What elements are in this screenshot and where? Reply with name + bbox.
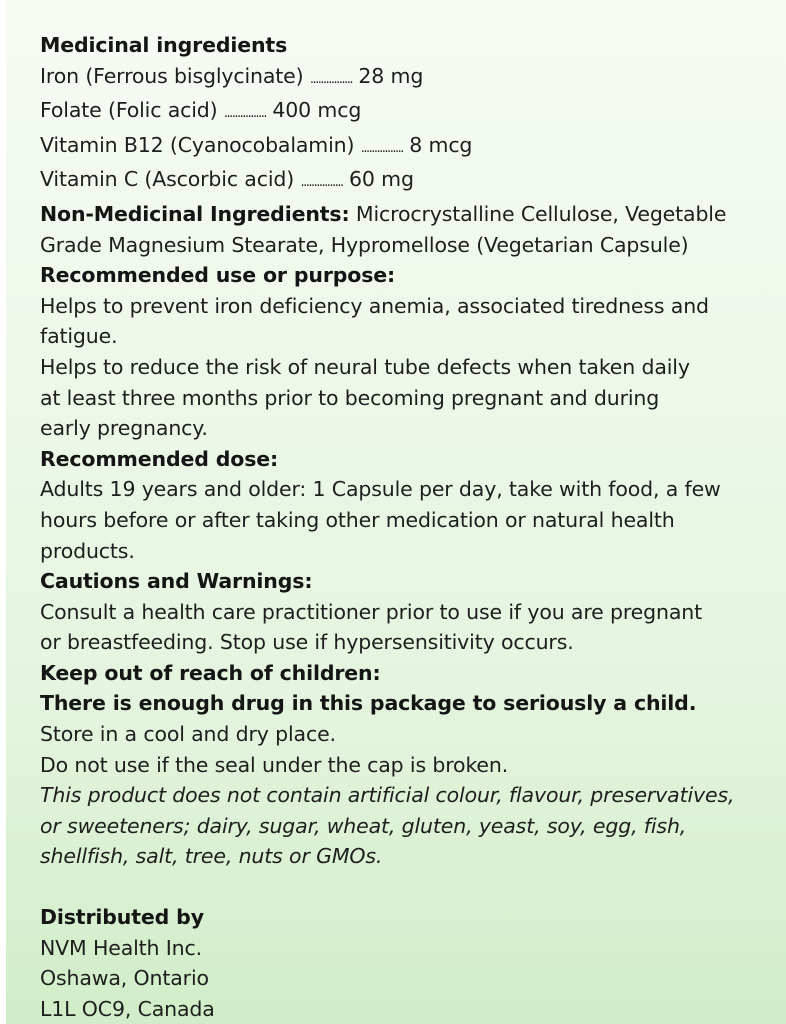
leader-dots: ................ (309, 71, 352, 87)
non-medicinal-heading: Non-Medicinal Ingredients: (40, 201, 350, 226)
ingredient-amount: 400 mcg (272, 98, 362, 123)
use-text: at least three months prior to becoming pregnant and during (40, 385, 660, 410)
leader-dots: ................ (300, 175, 343, 191)
overdose-warning: There is enough drug in this package to seriously a child. (40, 691, 697, 716)
free-from-text: or sweeteners; dairy, sugar, wheat, gluten, yeast, soy, egg, fish, (40, 813, 687, 838)
cautions-text: or breastfeeding. Stop use if hypersensitivity occurs. (40, 630, 574, 655)
ingredient-amount: 60 mg (348, 167, 414, 192)
recommended-dose-heading: Recommended dose: (40, 446, 279, 471)
distributed-by-heading: Distributed by (40, 905, 204, 930)
product-label-panel (6, 0, 786, 1024)
ingredient-line (40, 95, 786, 130)
free-from-text: shellfish, salt, tree, nuts or GMOs. (40, 844, 383, 869)
dose-text: hours before or after taking other medication or natural health (40, 507, 675, 532)
non-medicinal-line (40, 199, 786, 230)
leader-dots: ................ (223, 106, 266, 122)
cautions-heading: Cautions and Warnings: (40, 569, 313, 594)
ingredient-name: Vitamin B12 (Cyanocobalamin) (40, 132, 355, 157)
use-text: Helps to prevent iron deficiency anemia, associated tiredness and (40, 293, 709, 318)
ingredient-line (40, 164, 786, 199)
non-medicinal-text: Microcrystalline Cellulose, Vegetable (355, 201, 727, 226)
use-text: early pregnancy. (40, 416, 208, 441)
cautions-text: Consult a health care practitioner prior to use if you are pregnant (40, 599, 702, 624)
recommended-use-heading: Recommended use or purpose: (40, 263, 396, 288)
ingredient-line (40, 130, 786, 165)
free-from-text: This product does not contain artificial colour, flavour, preservatives, (40, 783, 735, 808)
leader-dots: ................ (360, 140, 403, 156)
ingredient-amount: 28 mg (358, 63, 424, 88)
keep-out-of-reach-heading: Keep out of reach of children: (40, 660, 381, 685)
use-text: Helps to reduce the risk of neural tube defects when taken daily (40, 354, 690, 379)
section-spacer (40, 872, 786, 902)
dose-text: products. (40, 538, 135, 563)
distributor-address-line: Oshawa, Ontario (40, 966, 209, 991)
distributor-address-line: L1L OC9, Canada (40, 996, 215, 1021)
non-medicinal-text: Grade Magnesium Stearate, Hypromellose (Vegetarian Capsule) (40, 232, 689, 257)
ingredient-name: Folate (Folic acid) (40, 98, 218, 123)
distributor-address-line: NVM Health Inc. (40, 935, 202, 960)
ingredient-amount: 8 mcg (409, 132, 473, 157)
dose-text: Adults 19 years and older: 1 Capsule per day, take with food, a few (40, 477, 721, 502)
storage-text: Store in a cool and dry place. (40, 722, 336, 747)
ingredient-name: Vitamin C (Ascorbic acid) (40, 167, 295, 192)
ingredient-line (40, 61, 786, 96)
use-text: fatigue. (40, 324, 118, 349)
storage-text: Do not use if the seal under the cap is broken. (40, 752, 509, 777)
medicinal-ingredients-heading: Medicinal ingredients (40, 33, 288, 57)
ingredient-name: Iron (Ferrous bisglycinate) (40, 63, 304, 88)
